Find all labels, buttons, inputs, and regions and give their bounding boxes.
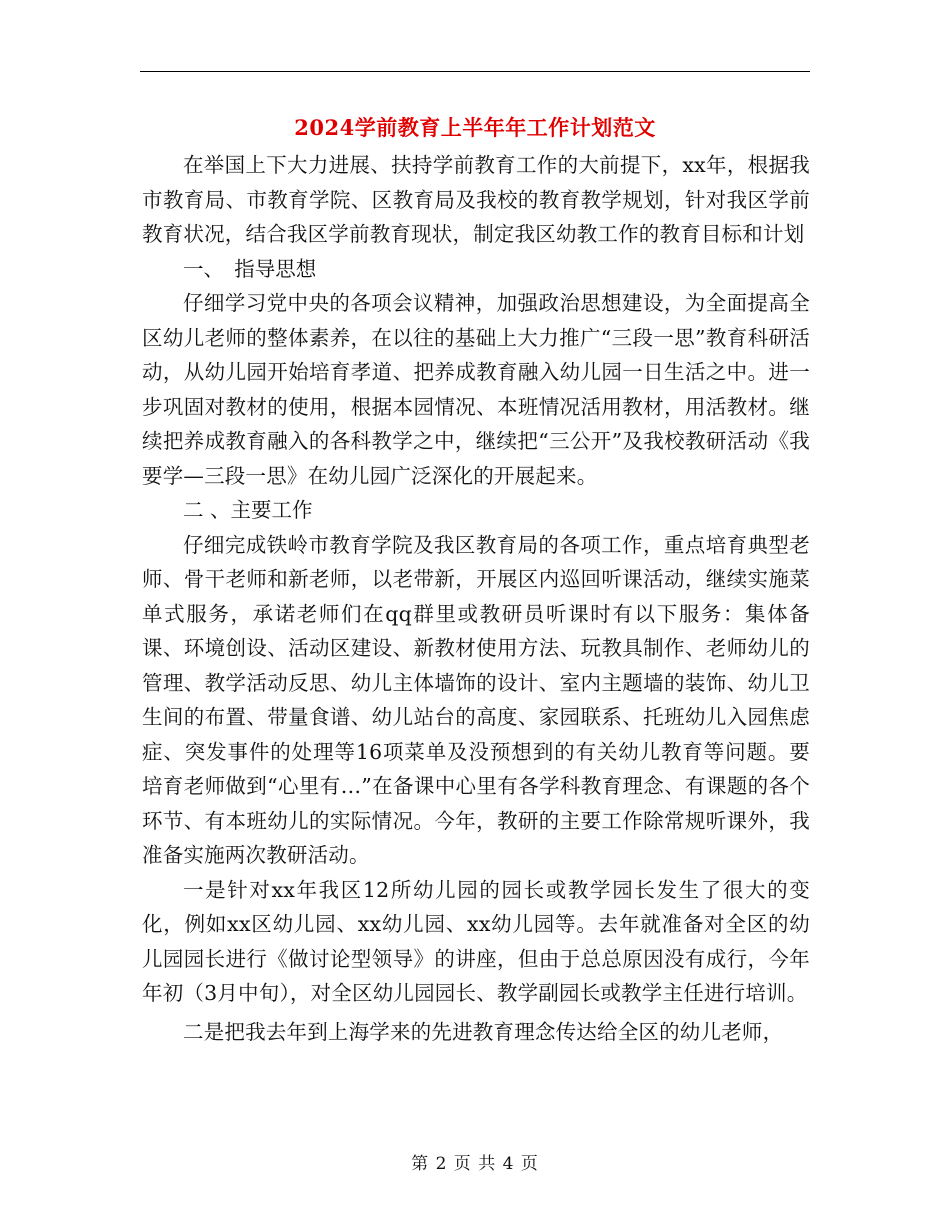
document-body [142, 148, 810, 1049]
main-work-point-one: 一是针对xx年我区12所幼儿园的园长或教学园长发生了很大的变化，例如xx区幼儿园、xx幼儿园、xx幼儿园等。去年就准备对全区的幼儿园园长进行《做讨论型领导》的讲座，但由于总总原因没有成行，今年年初（3月中旬），对全区幼儿园园长、教学副园长或教学主任进行培训。 [142, 877, 810, 1005]
main-work-point-two: 二是把我去年到上海学来的先进教育理念传达给全区的幼儿老师， [183, 1019, 784, 1044]
intro-paragraph: 在举国上下大力进展、扶持学前教育工作的大前提下，xx年，根据我市教育局、市教育学院、区教育局及我校的教育教学规划，针对我区学前教育状况，结合我区学前教育现状，制定我区幼教工作的教育目标和计划 [142, 153, 810, 246]
section-heading-guiding-thought: 一、 指导思想 [183, 256, 317, 281]
header-rule [140, 71, 810, 72]
document-title: 2024学前教育上半年年工作计划范文 [294, 115, 656, 140]
main-work-paragraph: 仔细完成铁岭市教育学院及我区教育局的各项工作，重点培育典型老师、骨干老师和新老师，以老带新，开展区内巡回听课活动，继续实施菜单式服务，承诺老师们在qq群里或教研员听课时有以下服务：集体备课、环境创设、活动区建设、新教材使用方法、玩教具制作、老师幼儿的管理、教学活动反思、幼儿主体墙饰的设计、室内主题墙的装饰、幼儿卫生间的布置、带量食谱、幼儿站台的高度、家园联系、托班幼儿入园焦虑症、突发事件的处理等16项菜单及没预想到的有关幼儿教育等问题。要培育老师做到“心里有…”在备课中心里有各学科教育理念、有课题的各个环节、有本班幼儿的实际情况。今年，教研的主要工作除常规听课外，我准备实施两次教研活动。 [142, 532, 810, 867]
guiding-thought-paragraph: 仔细学习党中央的各项会议精神，加强政治思想建设，为全面提高全区幼儿老师的整体素养，在以往的基础上大力推广“三段一思”教育科研活动，从幼儿园开始培育孝道、把养成教育融入幼儿园一日生活之中。进一步巩固对教材的使用，根据本园情况、本班情况活用教材，用活教材。继续把养成教育融入的各科教学之中，继续把“三公开”及我校教研活动《我要学—三段一思》在幼儿园广泛深化的开展起来。 [142, 291, 810, 488]
page-number: 第 2 页 共 4 页 [411, 1154, 539, 1174]
section-heading-main-work: 二 、主要工作 [183, 498, 313, 522]
